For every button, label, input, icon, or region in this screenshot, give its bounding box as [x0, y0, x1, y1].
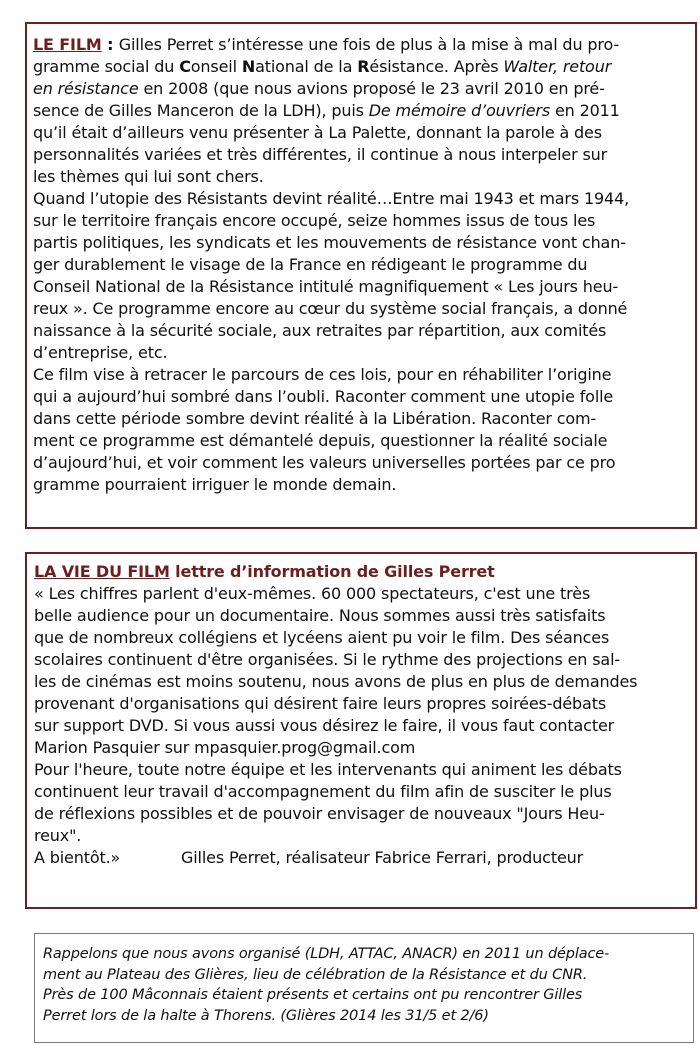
text-line: Ce film vise à retracer le parcours de ces lois, pour en réhabiliter l’origine: [33, 365, 612, 384]
reminder-note-box: [34, 933, 694, 1043]
le-film-heading: LE FILM: [33, 35, 102, 54]
text-line: d’aujourd’hui, et voir comment les valeurs universelles portées par ce pro: [33, 453, 616, 472]
text-line: sur support DVD. Si vous aussi vous désirez le faire, il vous faut contacter: [34, 716, 615, 735]
text-line: Quand l’utopie des Résistants devint réalité…Entre mai 1943 et mars 1944,: [33, 189, 630, 208]
text-line: Conseil National de la Résistance intitulé magnifiquement « Les jours heu-: [33, 277, 619, 296]
text-line: belle audience pour un documentaire. Nous sommes aussi très satisfaits: [34, 606, 606, 625]
text-line: sur le territoire français encore occupé, seize hommes issus de tous les: [33, 211, 596, 230]
text-line: qui a aujourd’hui sombré dans l’oubli. Raconter comment une utopie folle: [33, 387, 614, 406]
section-heading: [34, 561, 495, 583]
text-line: dans cette période sombre devint réalité à la Libération. Raconter com-: [33, 409, 597, 428]
text-line: Près de 100 Mâconnais étaient présents et certains ont pu rencontrer Gilles: [43, 987, 583, 1003]
signature-credits: Gilles Perret, réalisateur Fabrice Ferrari, producteur: [181, 848, 584, 867]
text-line: partis politiques, les syndicats et les mouvements de résistance vont chan-: [33, 233, 626, 252]
newsletter-subheading: lettre d’information de Gilles Perret: [169, 562, 495, 581]
text-line: provenant d'organisations qui désirent faire leurs propres soirées-débats: [34, 694, 607, 713]
text-line: personnalités variées et très différentes, il continue à nous interpeler sur: [33, 145, 608, 164]
text-line: d’entreprise, etc.: [33, 343, 168, 362]
text-line: que de nombreux collégiens et lycéens aient pu voir le film. Des séances: [34, 628, 610, 647]
text-line: « Les chiffres parlent d'eux-mêmes. 60 000 spectateurs, c'est une très: [34, 584, 591, 603]
text-line: LE FILM : Gilles Perret s’intéresse une fois de plus à la mise à mal du pro-: [33, 35, 620, 54]
text-line: naissance à la sécurité sociale, aux retraites par répartition, aux comités: [33, 321, 607, 340]
text-line: scolaires continuent d'être organisées. Si le rythme des projections en sal-: [34, 650, 620, 669]
signature-line: [34, 847, 584, 869]
text-line: Pour l'heure, toute notre équipe et les intervenants qui animent les débats: [34, 760, 622, 779]
la-vie-du-film-box: [25, 552, 697, 909]
text-line: sence de Gilles Manceron de la LDH), puis De mémoire d’ouvriers en 2011: [33, 101, 620, 120]
text-line: gramme pourraient irriguer le monde demain.: [33, 475, 397, 494]
text-line: Rappelons que nous avons organisé (LDH, ATTAC, ANACR) en 2011 un déplace-: [43, 946, 610, 962]
la-vie-du-film-heading: LA VIE DU FILM: [34, 562, 170, 581]
closing-text: A bientôt.»: [34, 848, 121, 867]
text-line: continuent leur travail d'accompagnement du film afin de susciter le plus: [34, 782, 612, 801]
text-line: reux".: [34, 826, 82, 845]
text-line: en résistance en 2008 (que nous avions proposé le 23 avril 2010 en pré-: [33, 79, 605, 98]
text-line: gramme social du Conseil National de la Résistance. Après Walter, retour: [33, 57, 612, 76]
text-line: Perret lors de la halte à Thorens. (Glières 2014 les 31/5 et 2/6): [43, 1007, 489, 1024]
text-line: de réflexions possibles et de pouvoir envisager de nouveaux "Jours Heu-: [34, 804, 605, 823]
text-line: qu’il était d’ailleurs venu présenter à La Palette, donnant la parole à des: [33, 123, 602, 142]
text-line: ger durablement le visage de la France en rédigeant le programme du: [33, 255, 588, 274]
le-film-box: [25, 22, 697, 529]
text-line: les de cinémas est moins soutenu, nous avons de plus en plus de demandes: [34, 672, 638, 691]
text-line: ment ce programme est démantelé depuis, questionner la réalité sociale: [33, 431, 608, 450]
text-line: reux ». Ce programme encore au cœur du système social français, a donné: [33, 299, 628, 318]
text-line: les thèmes qui lui sont chers.: [33, 167, 264, 186]
text-line: ment au Plateau des Glières, lieu de célébration de la Résistance et du CNR.: [43, 966, 588, 983]
text-line: Marion Pasquier sur mpasquier.prog@gmail.com: [34, 738, 416, 757]
